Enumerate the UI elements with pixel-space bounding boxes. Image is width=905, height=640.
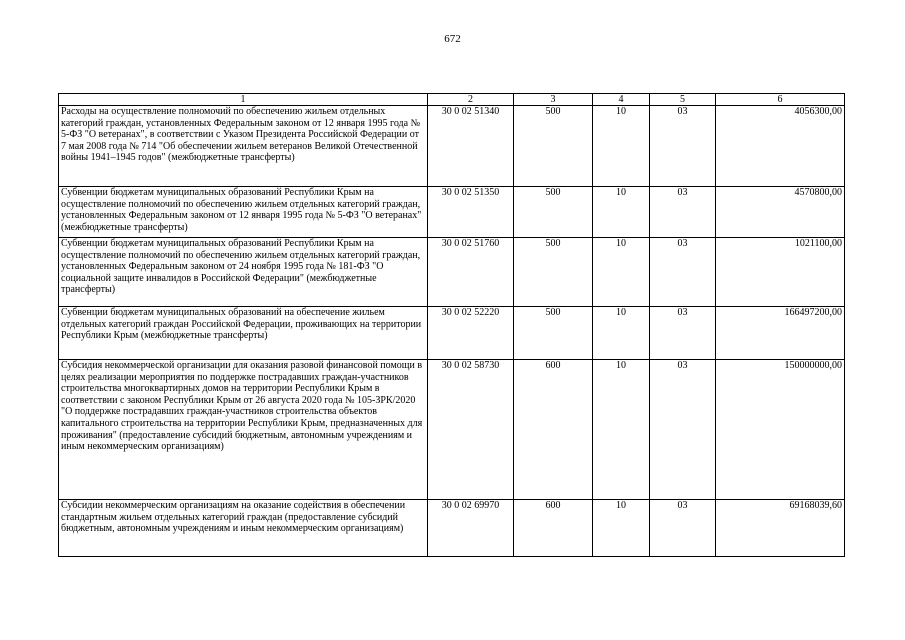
row-subsection: 03: [650, 307, 716, 360]
row-subsection: 03: [650, 500, 716, 557]
row-section: 10: [593, 187, 650, 238]
row-description: Расходы на осуществление полномочий по обеспечению жильем отдельных категорий граждан, установленных Федеральным законом от 12 января 1995 года № 5-ФЗ "О ветеранах", в соответствии с Указом Президента Российской Федерации от 7 мая 2008 года № 714 "Об обеспечении жильем ветеранов Великой Отечественной войны 1941–1945 годов" (межбюджетные трансферты): [59, 106, 428, 187]
row-expense-type: 500: [514, 106, 593, 187]
budget-table: [58, 93, 845, 557]
row-amount: 4056300,00: [716, 106, 845, 187]
row-section: 10: [593, 500, 650, 557]
row-amount: 69168039,60: [716, 500, 845, 557]
row-description: Субсидии некоммерческим организациям на оказание содействия в обеспечении стандартным жильем отдельных категорий граждан (предоставление субсидий бюджетным, автономным учреждениям и иным некоммерческим организациям): [59, 500, 428, 557]
row-expense-type: 500: [514, 187, 593, 238]
row-subsection: 03: [650, 238, 716, 307]
row-code: 30 0 02 51760: [428, 238, 514, 307]
table-row: [59, 106, 845, 187]
row-subsection: 03: [650, 360, 716, 500]
row-amount: 150000000,00: [716, 360, 845, 500]
column-header-5: 5: [650, 94, 716, 106]
table-row: [59, 307, 845, 360]
page-number: 672: [444, 33, 461, 45]
row-description: Субсидия некоммерческой организации для оказания разовой финансовой помощи в целях реализации мероприятия по поддержке пострадавших граждан-участников строительства многоквартирных домов на территории Республики Крым в соответствии с законом Республики Крым от 26 августа 2020 года № 105-ЗРК/2020 "О поддержке пострадавших граждан-участников строительства объектов капитального строительства на территории Республики Крым, предназначенных для проживания" (предоставление субсидий бюджетным, автономным учреждениям и иным некоммерческим организациям): [59, 360, 428, 500]
column-header-3: 3: [514, 94, 593, 106]
row-code: 30 0 02 69970: [428, 500, 514, 557]
row-section: 10: [593, 238, 650, 307]
row-expense-type: 600: [514, 360, 593, 500]
column-header-6: 6: [716, 94, 845, 106]
row-code: 30 0 02 51350: [428, 187, 514, 238]
row-code: 30 0 02 51340: [428, 106, 514, 187]
row-subsection: 03: [650, 106, 716, 187]
row-description: Субвенции бюджетам муниципальных образований Республики Крым на осуществление полномочий по обеспечению жильем отдельных категорий граждан, установленных Федеральным законом от 12 января 1995 года № 5-ФЗ "О ветеранах" (межбюджетные трансферты): [59, 187, 428, 238]
column-header-1: 1: [59, 94, 428, 106]
column-header-4: 4: [593, 94, 650, 106]
row-code: 30 0 02 58730: [428, 360, 514, 500]
row-description: Субвенции бюджетам муниципальных образований Республики Крым на осуществление полномочий по обеспечению жильем отдельных категорий граждан, установленных Федеральным законом от 24 ноября 1995 года № 181-ФЗ "О социальной защите инвалидов в Российской Федерации" (межбюджетные трансферты): [59, 238, 428, 307]
row-amount: 166497200,00: [716, 307, 845, 360]
row-code: 30 0 02 52220: [428, 307, 514, 360]
row-section: 10: [593, 307, 650, 360]
row-expense-type: 600: [514, 500, 593, 557]
row-amount: 4570800,00: [716, 187, 845, 238]
table-row: [59, 238, 845, 307]
row-section: 10: [593, 360, 650, 500]
table-row: [59, 500, 845, 557]
row-description: Субвенции бюджетам муниципальных образований на обеспечение жильем отдельных категорий граждан Российской Федерации, проживающих на территории Республики Крым (межбюджетные трансферты): [59, 307, 428, 360]
row-expense-type: 500: [514, 238, 593, 307]
table-row: [59, 360, 845, 500]
row-subsection: 03: [650, 187, 716, 238]
row-expense-type: 500: [514, 307, 593, 360]
row-section: 10: [593, 106, 650, 187]
column-header-2: 2: [428, 94, 514, 106]
table-row: [59, 187, 845, 238]
row-amount: 1021100,00: [716, 238, 845, 307]
header-row: [59, 94, 845, 106]
